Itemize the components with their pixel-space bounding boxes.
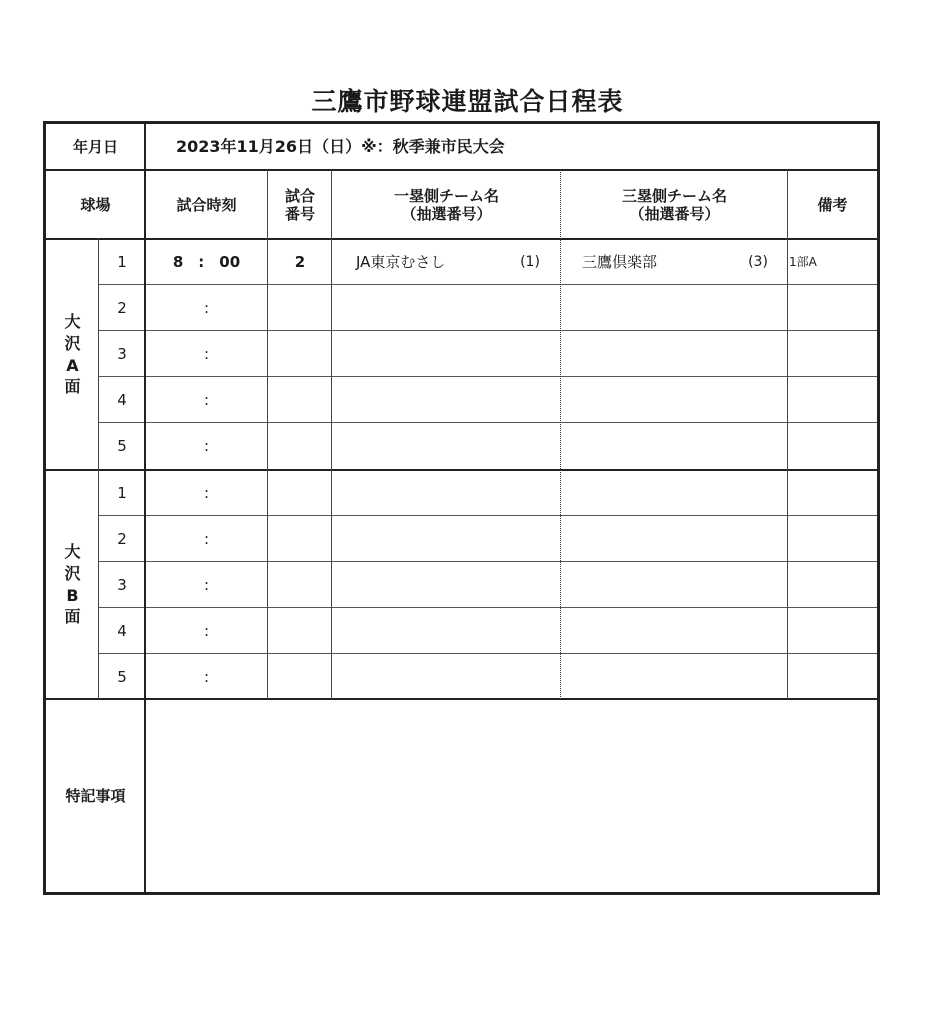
- team1-name: JA東京むさし: [356, 253, 446, 271]
- row-number: 1: [117, 253, 127, 271]
- date-label: 年月日: [72, 138, 118, 156]
- venue-a-char: 沢: [64, 333, 81, 353]
- header-team2-line2: （抽選番号）: [629, 204, 720, 223]
- date-value: 2023年11月26日（日）※：秋季兼市民大会: [176, 137, 505, 157]
- match-time: :: [203, 576, 210, 594]
- header-team1-line2: （抽選番号）: [401, 204, 492, 223]
- special-notes-label: 特記事項: [65, 786, 126, 805]
- row-number: 2: [117, 299, 127, 317]
- header-match-no: [268, 170, 332, 239]
- row-number: 1: [117, 484, 127, 502]
- row-number: 5: [117, 437, 127, 455]
- header-team2-line1: 三塁側チーム名: [621, 186, 727, 205]
- match-time: :: [203, 622, 210, 640]
- match-time: 8 : 00: [172, 253, 241, 271]
- header-match-no-line2: 番号: [284, 204, 315, 223]
- header-team1: [332, 170, 561, 239]
- row-number: 3: [117, 576, 127, 594]
- team2-seed: (3): [748, 253, 768, 270]
- venue-a-name: [46, 239, 99, 470]
- row-number: 5: [117, 667, 127, 686]
- match-time: :: [203, 667, 210, 686]
- team2-name: 三鷹倶楽部: [582, 253, 658, 271]
- venue-b-char: 沢: [64, 563, 81, 583]
- match-time: :: [203, 345, 210, 363]
- match-time: :: [203, 437, 210, 455]
- header-time: 試合時刻: [176, 195, 237, 214]
- special-notes-area[interactable]: [145, 699, 877, 892]
- match-time: :: [203, 391, 210, 409]
- match-time: :: [203, 299, 210, 317]
- venue-b-char: 大: [64, 542, 81, 562]
- header-team2: [561, 170, 788, 239]
- header-team1-line1: 一塁側チーム名: [393, 186, 499, 205]
- venue-b-char: 面: [64, 607, 81, 627]
- schedule-table: [43, 121, 880, 895]
- row-number: 3: [117, 345, 127, 363]
- row-number: 4: [117, 622, 127, 640]
- team1-seed: (1): [520, 253, 540, 270]
- venue-a-char: 面: [64, 377, 81, 397]
- venue-b-name: [46, 470, 99, 699]
- page-title: 三鷹市野球連盟試合日程表: [311, 87, 624, 116]
- venue-a-char: 大: [64, 312, 81, 332]
- venue-b-char: B: [66, 585, 79, 605]
- row-number: 2: [117, 530, 127, 548]
- match-time: :: [203, 530, 210, 548]
- header-match-no-line1: 試合: [284, 186, 315, 205]
- row-number: 4: [117, 391, 127, 409]
- match-time: :: [203, 484, 210, 502]
- header-venue: 球場: [80, 195, 111, 214]
- match-number: 2: [294, 253, 306, 271]
- header-notes: 備考: [817, 195, 848, 214]
- venue-a-char: A: [66, 355, 79, 375]
- match-note: 1部A: [789, 254, 817, 269]
